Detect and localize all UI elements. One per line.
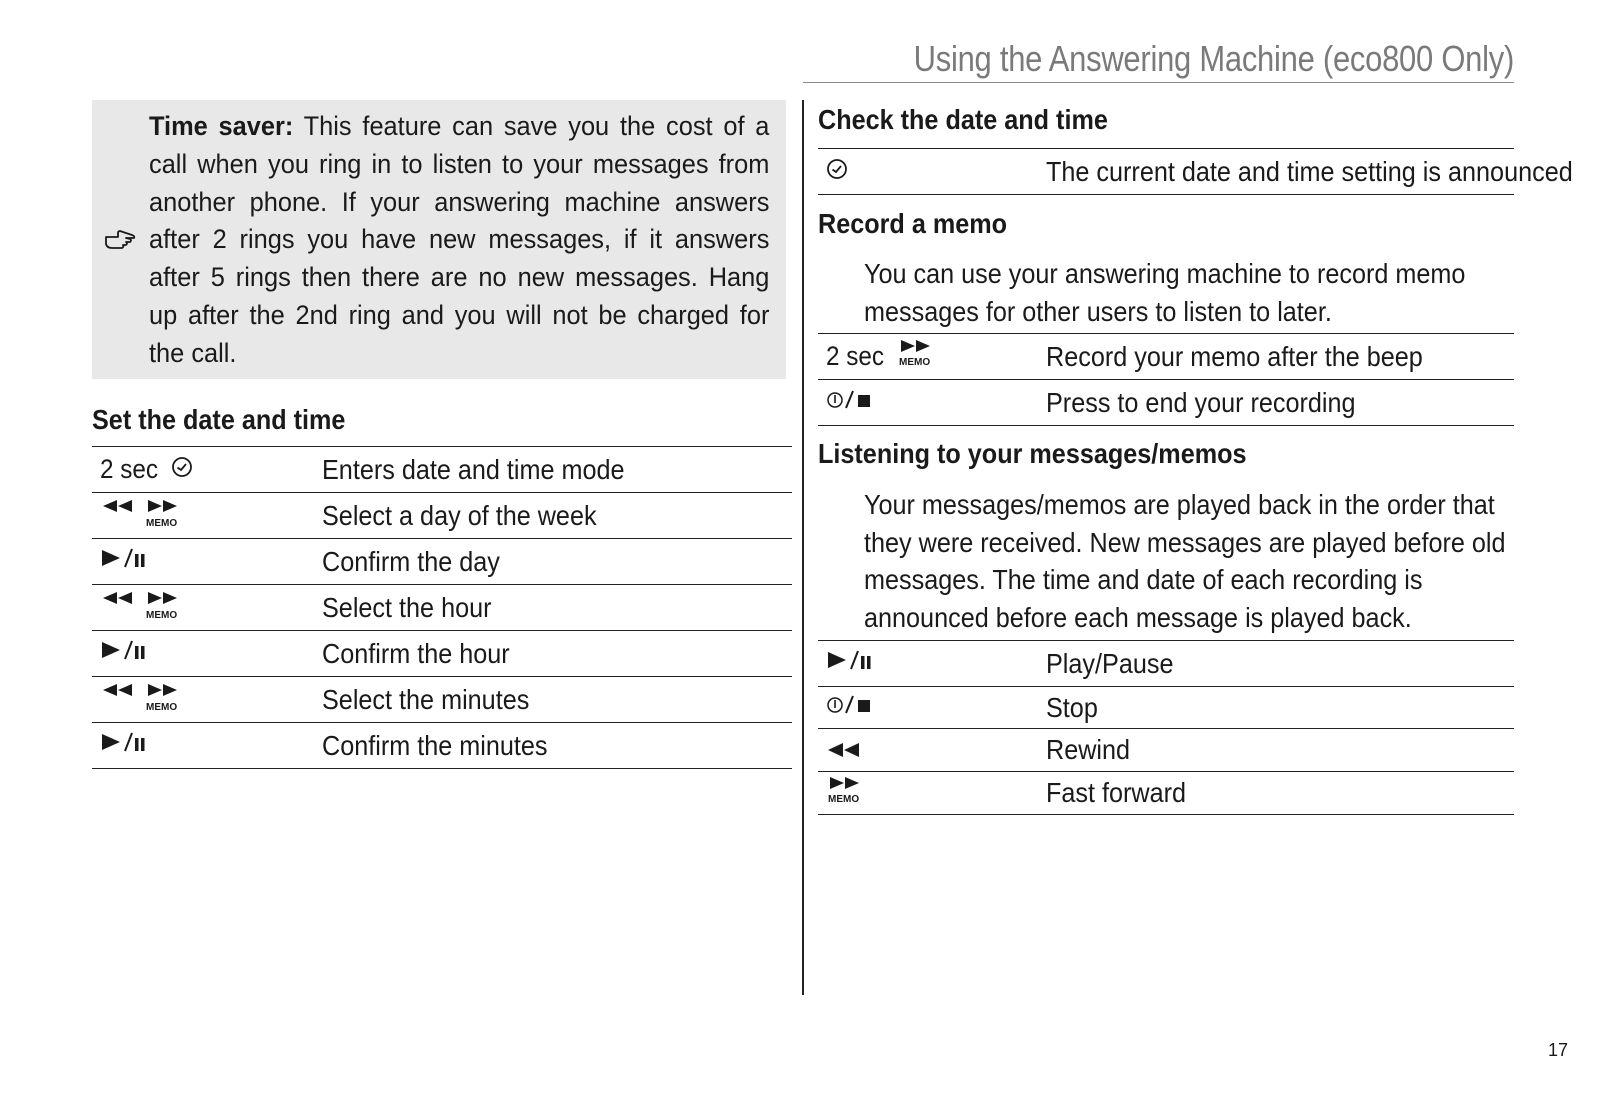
description-cell: Play/Pause [1046, 647, 1174, 679]
listening-table [818, 640, 1514, 815]
key-cell [100, 539, 146, 584]
key-cell [100, 447, 193, 492]
key-cell [100, 493, 184, 538]
key-cell [826, 687, 874, 728]
play-pause-icon [826, 648, 872, 679]
table-row [92, 447, 792, 493]
description-cell: Confirm the minutes [322, 729, 548, 761]
pointing-hand-icon [104, 228, 138, 254]
play-pause-icon [100, 546, 146, 577]
svg-text:MEMO: MEMO [146, 518, 178, 528]
description-cell: The current date and time setting is announced [1046, 155, 1573, 187]
description-cell: Confirm the hour [322, 637, 510, 669]
clock-icon [826, 156, 848, 187]
power-stop-icon [826, 387, 874, 418]
rewind-forward-memo-icon [100, 588, 184, 627]
listening-intro: Your messages/memos are played back in the order that they were received. New messages are played before old messages. The time and date of each recording is announced before each message is played back. [864, 489, 1506, 633]
clock-icon [171, 454, 193, 485]
description-cell: Select a day of the week [322, 499, 597, 531]
key-cell [826, 334, 937, 379]
description-cell: Confirm the day [322, 545, 500, 577]
page-title: Using the Answering Machine (eco800 Only) [913, 38, 1514, 79]
tip-lead: Time saver: [149, 111, 294, 141]
table-row [92, 539, 792, 585]
column-divider [802, 100, 804, 995]
key-cell [100, 723, 146, 768]
key-cell [826, 149, 848, 194]
rewind-forward-memo-icon [100, 496, 184, 535]
header-rule [803, 82, 1514, 83]
table-row [92, 631, 792, 677]
set-date-time-heading: Set the date and time [92, 404, 346, 435]
key-label: 2 sec [100, 454, 159, 484]
listening-heading: Listening to your messages/memos [818, 438, 1247, 469]
record-memo-heading: Record a memo [818, 208, 1008, 239]
table-row [818, 641, 1514, 687]
record-memo-table [818, 333, 1514, 426]
check-date-time-table [818, 148, 1573, 195]
table-row [818, 729, 1514, 772]
description-cell: Rewind [1046, 734, 1131, 765]
table-row [818, 149, 1573, 195]
description-cell: Record your memo after the beep [1046, 340, 1423, 372]
tip-box [92, 100, 786, 379]
key-cell [100, 631, 146, 676]
svg-text:MEMO: MEMO [146, 610, 178, 620]
rewind-icon [826, 735, 862, 766]
table-row [92, 723, 792, 769]
table-row [818, 380, 1514, 426]
rewind-forward-memo-icon [100, 680, 184, 719]
description-cell: Fast forward [1046, 777, 1187, 808]
play-pause-icon [100, 638, 146, 669]
description-cell: Press to end your recording [1046, 386, 1356, 418]
tip-text [149, 108, 769, 373]
table-row [818, 772, 1514, 815]
table-row [92, 677, 792, 723]
key-cell [826, 772, 866, 814]
record-memo-intro: You can use your answering machine to record memo messages for other users to listen to later. [864, 258, 1466, 327]
forward-memo-icon [897, 338, 937, 375]
key-cell [826, 641, 872, 686]
description-cell: Select the hour [322, 591, 492, 623]
table-row [818, 687, 1514, 729]
svg-text:MEMO: MEMO [898, 357, 930, 368]
power-stop-icon [826, 692, 874, 723]
description-cell: Select the minutes [322, 683, 530, 715]
key-cell [826, 729, 862, 771]
key-cell [826, 380, 874, 425]
table-row [92, 585, 792, 631]
key-cell [100, 585, 184, 630]
forward-memo-icon [826, 775, 866, 812]
svg-text:MEMO: MEMO [146, 702, 178, 712]
table-row [818, 334, 1514, 380]
page-number: 17 [1548, 1040, 1569, 1060]
tip-body: This feature can save you the cost of a call when you ring in to listen to your messages from another phone. If your answering machine answers after 2 rings you have new messages, if it answers after 5 rings then there are no new messages. Hang up after the 2nd ring and you will not be charged for the call. [149, 111, 770, 368]
svg-text:MEMO: MEMO [828, 793, 860, 805]
description-cell: Stop [1046, 691, 1098, 723]
key-label: 2 sec [826, 341, 885, 371]
play-pause-icon [100, 730, 146, 761]
table-row [92, 493, 792, 539]
description-cell: Enters date and time mode [322, 453, 625, 485]
set-date-time-table [92, 446, 792, 769]
check-date-time-heading: Check the date and time [818, 104, 1108, 135]
key-cell [100, 677, 184, 722]
